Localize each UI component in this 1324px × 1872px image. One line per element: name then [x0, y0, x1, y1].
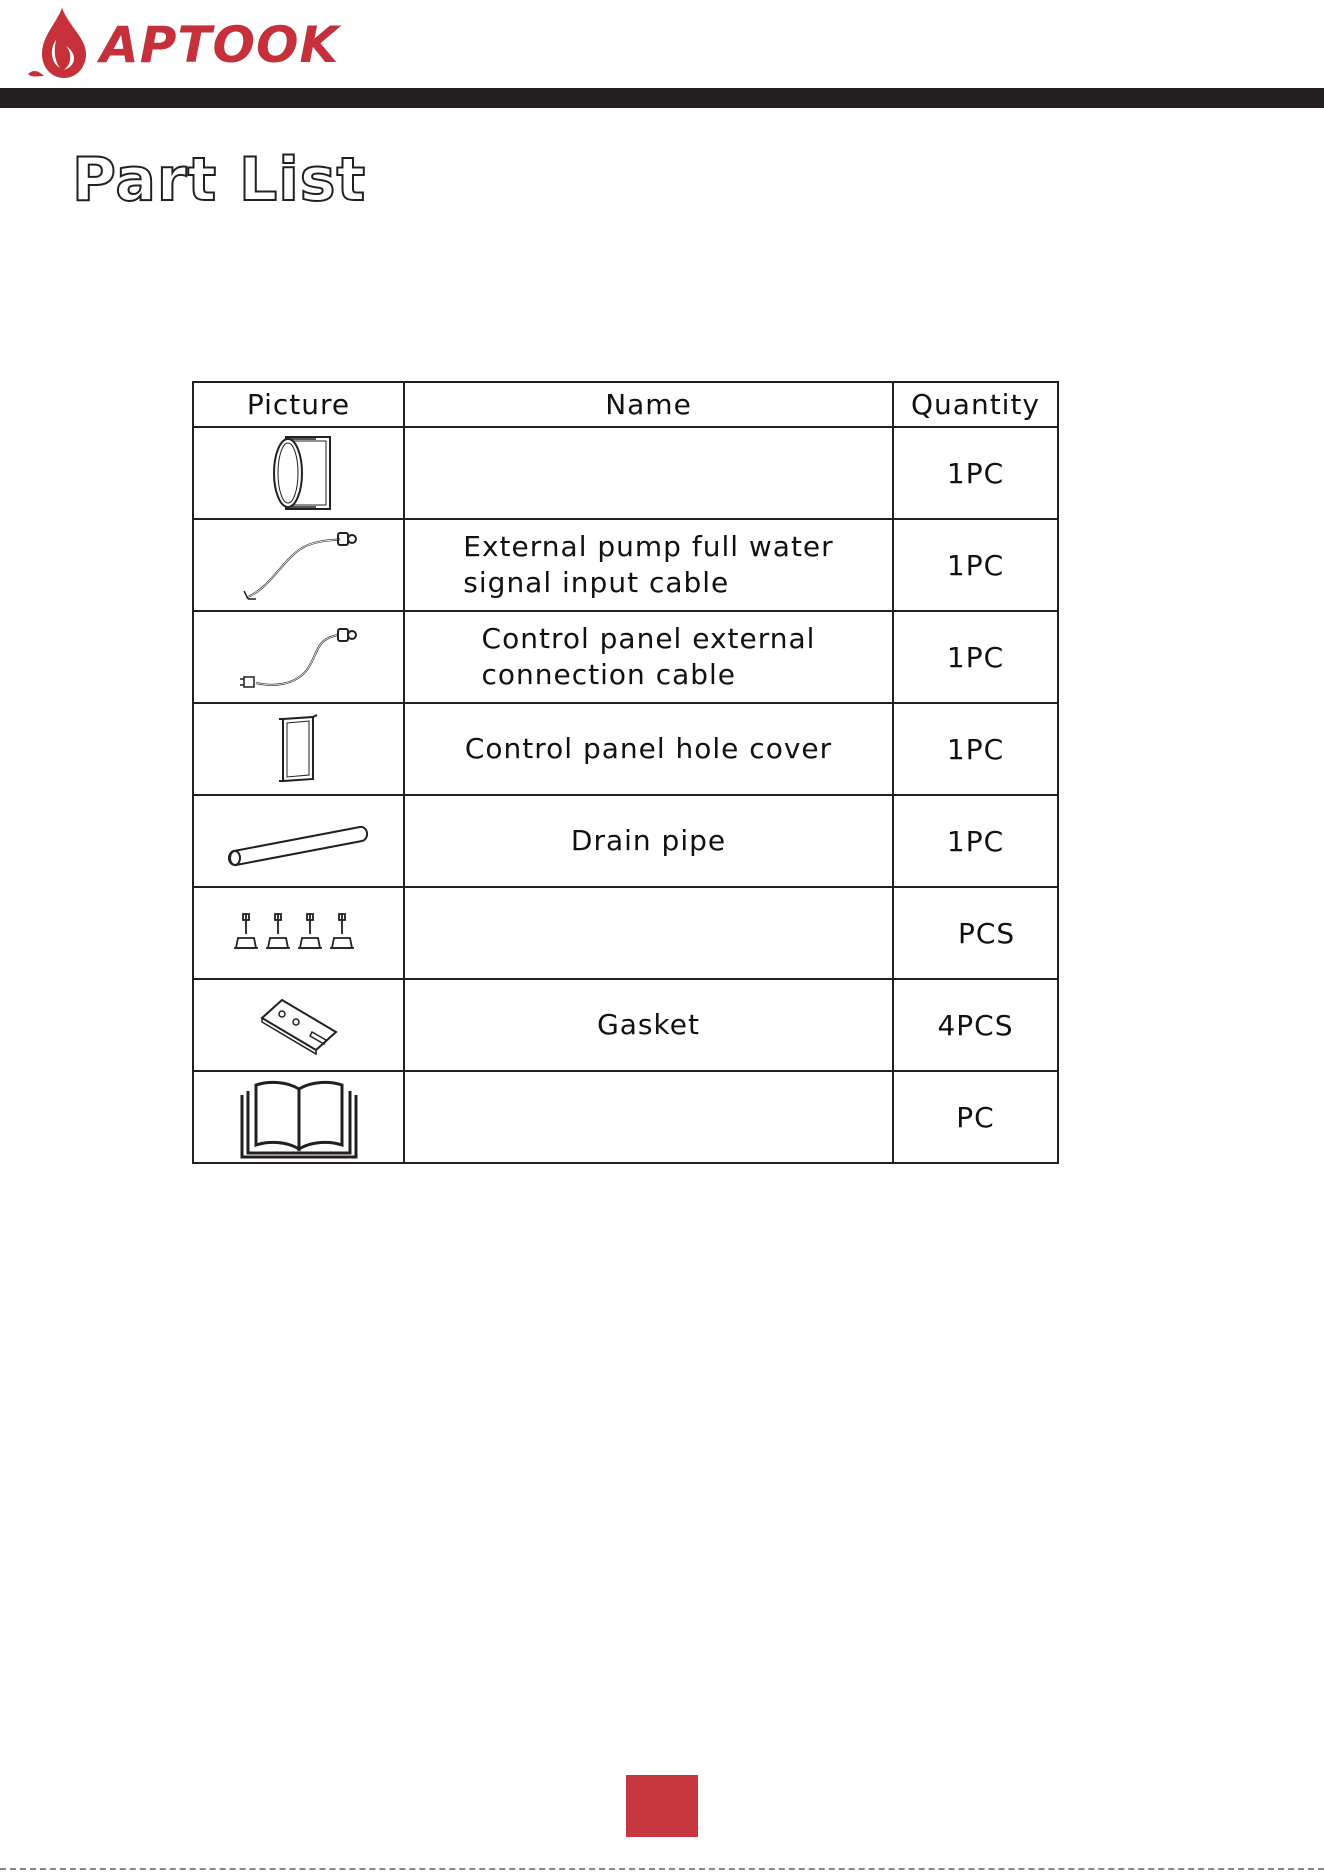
part-name-cell — [404, 1071, 893, 1163]
picture-cell — [193, 427, 404, 519]
picture-cell — [193, 611, 404, 703]
picture-cell — [193, 519, 404, 611]
part-name-line: External pump full water — [463, 530, 834, 563]
table-row — [193, 979, 1058, 1071]
table-row — [193, 519, 1058, 611]
leveling-feet-icon — [234, 908, 364, 958]
hole-cover-icon — [269, 709, 329, 789]
part-name-cell — [404, 887, 893, 979]
window-adapter-icon — [254, 431, 344, 515]
part-name-cell — [404, 519, 893, 611]
page-title: Part List — [72, 145, 367, 215]
picture-cell — [193, 795, 404, 887]
part-name-cell: Drain pipe — [404, 795, 893, 887]
part-name-cell: Gasket — [404, 979, 893, 1071]
droplet-logo-icon — [26, 6, 96, 82]
table-row — [193, 611, 1058, 703]
part-name-cell — [404, 427, 893, 519]
picture-cell — [193, 1071, 404, 1163]
brand-name: APTOOK — [100, 16, 340, 74]
page-number-marker — [626, 1775, 698, 1837]
column-header-picture: Picture — [193, 382, 404, 427]
table-header-row — [193, 382, 1058, 427]
connection-cable-icon — [234, 617, 364, 697]
part-name-line: connection cable — [481, 658, 737, 691]
part-name-line: signal input cable — [463, 566, 730, 599]
picture-cell — [193, 979, 404, 1071]
header-bar — [0, 88, 1324, 108]
column-header-quantity: Quantity — [893, 382, 1058, 427]
part-name-cell — [404, 611, 893, 703]
quantity-text: PCS — [958, 916, 1016, 950]
quantity-cell: 4PCS — [893, 979, 1058, 1071]
manual-book-icon — [234, 1075, 364, 1159]
quantity-cell — [893, 887, 1058, 979]
table-row — [193, 887, 1058, 979]
table-row — [193, 795, 1058, 887]
table-row — [193, 703, 1058, 795]
drain-pipe-icon — [224, 811, 374, 871]
gasket-icon — [254, 990, 344, 1060]
table-row — [193, 427, 1058, 519]
picture-cell — [193, 703, 404, 795]
parts-table — [192, 381, 1059, 1164]
table-row — [193, 1071, 1058, 1163]
quantity-cell: 1PC — [893, 611, 1058, 703]
quantity-cell: PC — [893, 1071, 1058, 1163]
part-name-cell: Control panel hole cover — [404, 703, 893, 795]
picture-cell — [193, 887, 404, 979]
brand-logo — [26, 6, 340, 82]
signal-cable-icon — [234, 525, 364, 605]
part-name-line: Control panel external — [481, 622, 816, 655]
column-header-name: Name — [404, 382, 893, 427]
quantity-cell: 1PC — [893, 703, 1058, 795]
bottom-rule — [0, 1868, 1324, 1870]
quantity-cell: 1PC — [893, 427, 1058, 519]
quantity-cell: 1PC — [893, 519, 1058, 611]
quantity-cell: 1PC — [893, 795, 1058, 887]
